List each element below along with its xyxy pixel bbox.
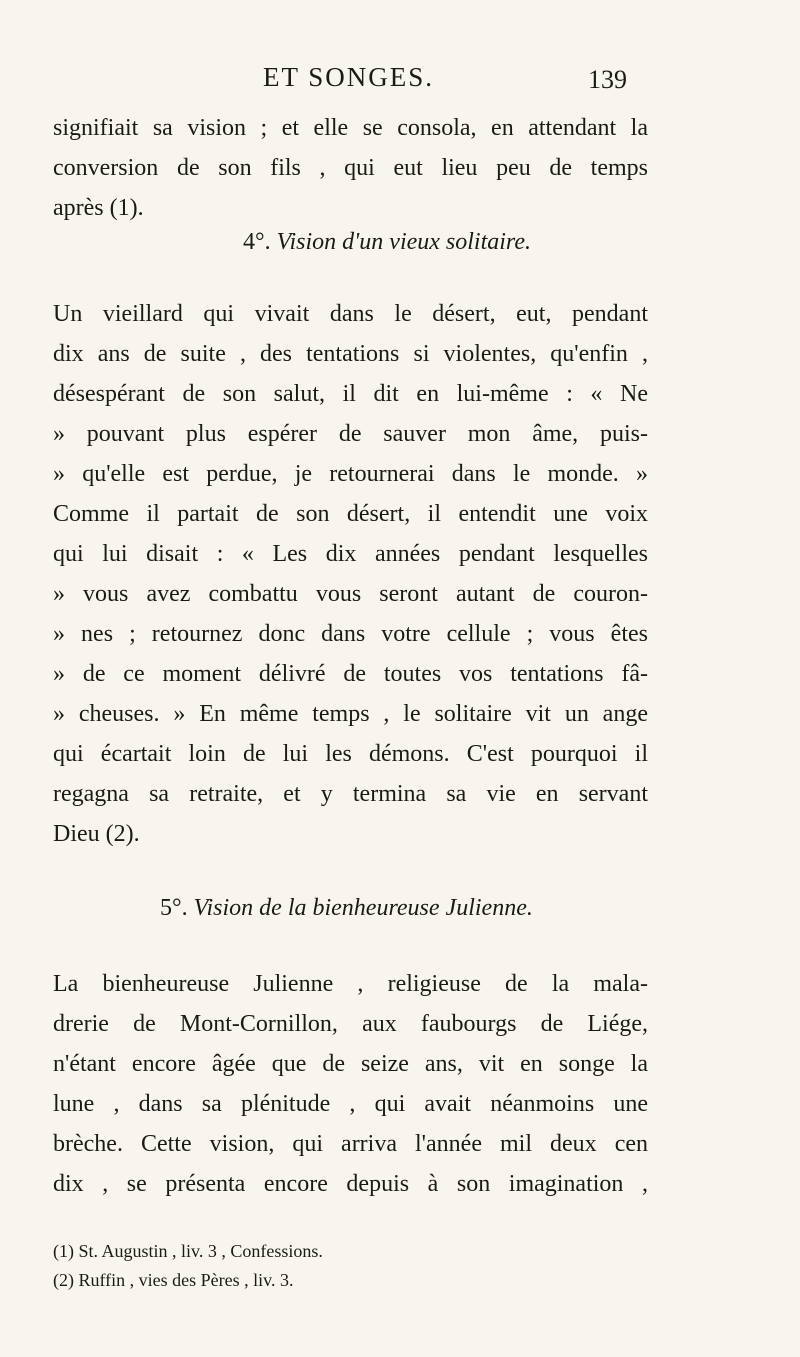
- footnote: (2) Ruffin , vies des Pères , liv. 3.: [53, 1270, 294, 1290]
- section-title: Vision de la bienheureuse Julienne.: [193, 895, 533, 921]
- paragraph-continuation: [53, 108, 648, 228]
- text-line: dix , se présenta encore depuis à son imagination ,: [53, 1171, 648, 1197]
- page-number: 139: [588, 65, 627, 94]
- text-line: » nes ; retournez donc dans votre cellule ; vous êtes: [53, 621, 648, 647]
- text-line: désespérant de son salut, il dit en lui-même : « Ne: [53, 381, 648, 407]
- text-line: Comme il partait de son désert, il entendit une voix: [53, 501, 648, 527]
- section-heading: [243, 222, 531, 262]
- text-line: Dieu (2).: [53, 821, 140, 847]
- text-line: signifiait sa vision ; et elle se consola, en attendant la: [53, 115, 648, 141]
- text-line: brèche. Cette vision, qui arriva l'année mil deux cen: [53, 1131, 648, 1157]
- text-line: regagna sa retraite, et y termina sa vie en servant: [53, 781, 648, 807]
- text-line: qui lui disait : « Les dix années pendant lesquelles: [53, 541, 648, 567]
- section-title: Vision d'un vieux solitaire.: [276, 229, 532, 255]
- text-line: n'étant encore âgée que de seize ans, vit en songe la: [53, 1051, 648, 1077]
- text-line: » cheuses. » En même temps , le solitaire vit un ange: [53, 701, 648, 727]
- text-line: qui écartait loin de lui les démons. C'est pourquoi il: [53, 741, 648, 767]
- text-line: Un vieillard qui vivait dans le désert, eut, pendant: [53, 301, 648, 327]
- text-line: lune , dans sa plénitude , qui avait néanmoins une: [53, 1091, 648, 1117]
- section-number: 5°.: [160, 895, 188, 921]
- text-line: conversion de son fils , qui eut lieu peu de temps: [53, 155, 648, 181]
- text-line: » qu'elle est perdue, je retournerai dans le monde. »: [53, 461, 648, 487]
- footnotes: [53, 1237, 648, 1295]
- paragraph-solitaire: [53, 294, 648, 854]
- page-header: [0, 60, 800, 100]
- text-line: » de ce moment délivré de toutes vos tentations fâ-: [53, 661, 648, 687]
- text-line: après (1).: [53, 195, 144, 221]
- paragraph-julienne: [53, 964, 648, 1204]
- running-title: ET SONGES.: [263, 62, 435, 92]
- text-line: drerie de Mont-Cornillon, aux faubourgs de Liége,: [53, 1011, 648, 1037]
- section-number: 4°.: [243, 229, 271, 255]
- footnote: (1) St. Augustin , liv. 3 , Confessions.: [53, 1241, 323, 1261]
- text-line: » vous avez combattu vous seront autant de couron-: [53, 581, 648, 607]
- section-heading: [160, 888, 533, 928]
- text-line: » pouvant plus espérer de sauver mon âme, puis-: [53, 421, 648, 447]
- text-line: dix ans de suite , des tentations si violentes, qu'enfin ,: [53, 341, 648, 367]
- text-line: La bienheureuse Julienne , religieuse de la mala-: [53, 971, 648, 997]
